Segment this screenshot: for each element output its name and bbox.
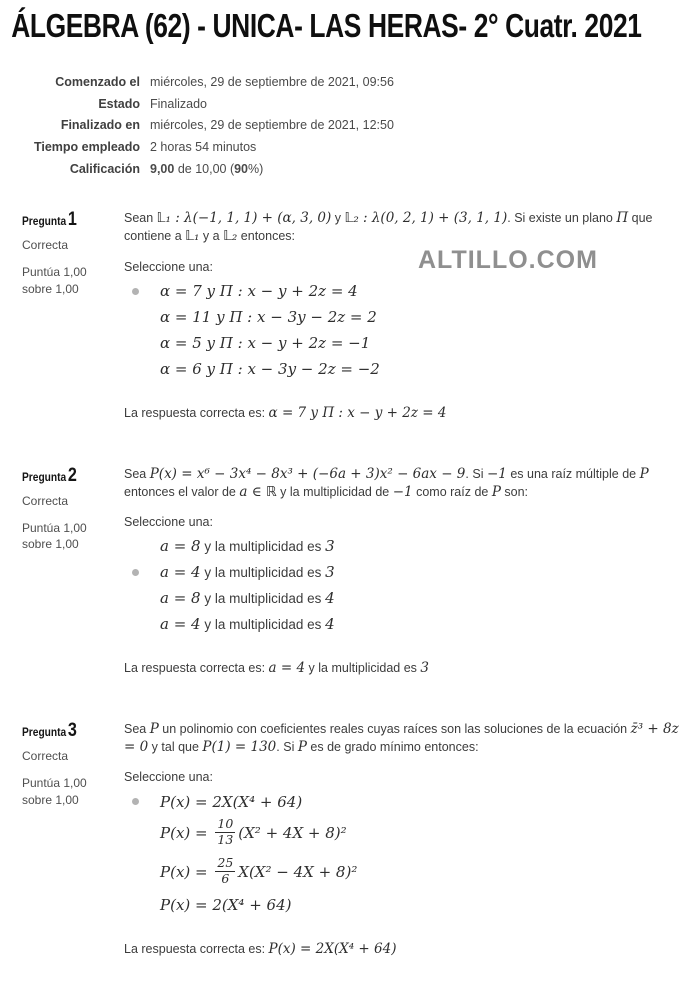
question-3-content xyxy=(124,720,700,957)
answer-option[interactable] xyxy=(124,563,690,582)
meta-value-state: Finalizado xyxy=(150,96,207,111)
question-2-info xyxy=(22,465,124,676)
question-3 xyxy=(0,720,700,957)
question-2-correct-answer: La respuesta correcta es: a = 4 y la multiplicidad es 3 xyxy=(124,660,429,676)
meta-value-started: miércoles, 29 de septiembre de 2021, 09:56 xyxy=(150,75,394,89)
fraction: $\frac{10}{13}$ xyxy=(217,816,234,847)
answer-option[interactable] xyxy=(124,857,690,889)
meta-label-grade: Calificación xyxy=(69,161,140,176)
question-3-select-label: Seleccione una: xyxy=(124,770,213,785)
option-label: α = 5 y Π : x − y + 2z = −1 xyxy=(160,333,371,352)
answer-option[interactable] xyxy=(124,792,690,811)
question-1-content xyxy=(124,209,700,420)
altillo-watermark: ALTILLO.COM xyxy=(418,246,598,274)
radio-selected-icon[interactable] xyxy=(132,798,160,805)
option-label: P(x) = $\frac{10}{13}$ (X² + 4X + 8)² xyxy=(160,816,347,847)
question-1-options xyxy=(124,282,690,379)
page-title: ÁLGEBRA (62) - UNICA- LAS HERAS- 2° Cuatr. 2021 xyxy=(11,7,642,44)
option-label: P(x) = 2X(X⁴ + 64) xyxy=(160,792,303,811)
radio-dot-icon xyxy=(132,569,139,576)
question-3-points: Puntúa 1,00 sobre 1,00 xyxy=(22,776,87,807)
question-3-number: Pregunta3 xyxy=(22,720,77,741)
quiz-summary-table xyxy=(14,75,700,177)
question-3-state: Correcta xyxy=(22,749,69,763)
question-3-text: Sea P un polinomio con coeficientes reales cuyas raíces son las soluciones de la ecuación z̄³ + 8z = 0 y tal que P(1) = 130. Si P es de grado mínimo entonces: xyxy=(124,721,679,756)
question-1 xyxy=(0,209,700,420)
meta-value-grade xyxy=(150,162,700,178)
grade-of: de 10,00 ( xyxy=(174,161,235,176)
radio-selected-icon[interactable] xyxy=(132,569,160,576)
question-1-info xyxy=(22,209,124,420)
answer-option[interactable] xyxy=(124,896,690,915)
option-label: P(x) = $\frac{25}{6}$ X(X² − 4X + 8)² xyxy=(160,855,358,886)
answer-option[interactable] xyxy=(124,589,690,608)
answer-option[interactable] xyxy=(124,818,690,850)
question-2-content xyxy=(124,465,700,676)
grade-percent: 90 xyxy=(234,161,249,176)
option-label: α = 11 y Π : x − 3y − 2z = 2 xyxy=(160,307,377,326)
option-label: α = 6 y Π : x − 3y − 2z = −2 xyxy=(160,359,380,378)
answer-option[interactable] xyxy=(124,615,690,634)
option-label: P(x) = 2(X⁴ + 64) xyxy=(160,896,292,915)
answer-option[interactable] xyxy=(124,308,690,327)
question-2-state: Correcta xyxy=(22,493,69,508)
radio-dot-icon xyxy=(132,798,139,805)
option-label: α = 7 y Π : x − y + 2z = 4 xyxy=(160,281,358,300)
meta-label-time: Tiempo empleado xyxy=(33,139,140,154)
radio-dot-icon xyxy=(132,288,139,295)
answer-option[interactable] xyxy=(124,360,690,379)
question-1-points: Puntúa 1,00 sobre 1,00 xyxy=(22,265,87,296)
question-1-text: Sean 𝕃₁ : λ(−1, 1, 1) + (α, 3, 0) y 𝕃₂ : λ(0, 2, 1) + (3, 1, 1). Si existe un plano Π que contiene a 𝕃₁ y a 𝕃₂ entonces: xyxy=(124,210,653,245)
question-1-select-label: Seleccione una: xyxy=(124,259,213,274)
question-2-points: Puntúa 1,00 sobre 1,00 xyxy=(22,520,87,552)
meta-label-state: Estado xyxy=(98,96,140,111)
question-3-info xyxy=(22,720,124,957)
meta-label-started: Comenzado el xyxy=(55,75,140,89)
question-2-number: Pregunta2 xyxy=(22,464,77,486)
answer-option[interactable] xyxy=(124,334,690,353)
question-2 xyxy=(0,465,700,676)
answer-option[interactable] xyxy=(124,537,690,556)
question-2-text: Sea P(x) = x⁶ − 3x⁴ − 8x³ + (−6a + 3)x² − 6ax − 9. Si −1 es una raíz múltiple de P entonces el valor de a ∈ ℝ y la multiplicidad de −1 como raíz de P son: xyxy=(124,465,649,500)
option-label: a = 8 y la multiplicidad es 4 xyxy=(160,589,335,608)
grade-score: 9,00 xyxy=(150,161,175,176)
grade-percent-close: %) xyxy=(248,161,264,176)
meta-label-finished: Finalizado en xyxy=(60,118,140,133)
question-1-number: Pregunta1 xyxy=(22,209,77,231)
option-label: a = 4 y la multiplicidad es 3 xyxy=(160,563,335,582)
question-2-options xyxy=(124,537,690,634)
option-label: a = 4 y la multiplicidad es 4 xyxy=(160,615,335,634)
question-3-options xyxy=(124,792,690,915)
question-1-correct-answer: La respuesta correcta es: α = 7 y Π : x − y + 2z = 4 xyxy=(124,404,447,421)
radio-selected-icon[interactable] xyxy=(132,288,160,295)
answer-option[interactable] xyxy=(124,282,690,301)
question-1-state: Correcta xyxy=(22,238,69,253)
question-3-correct-answer: La respuesta correcta es: P(x) = 2X(X⁴ + 64) xyxy=(124,940,397,957)
meta-value-time: 2 horas 54 minutos xyxy=(150,139,257,154)
fraction: $\frac{25}{6}$ xyxy=(217,855,234,886)
meta-value-finished: miércoles, 29 de septiembre de 2021, 12:50 xyxy=(150,118,394,133)
option-label: a = 8 y la multiplicidad es 3 xyxy=(160,537,335,556)
question-2-select-label: Seleccione una: xyxy=(124,515,213,529)
